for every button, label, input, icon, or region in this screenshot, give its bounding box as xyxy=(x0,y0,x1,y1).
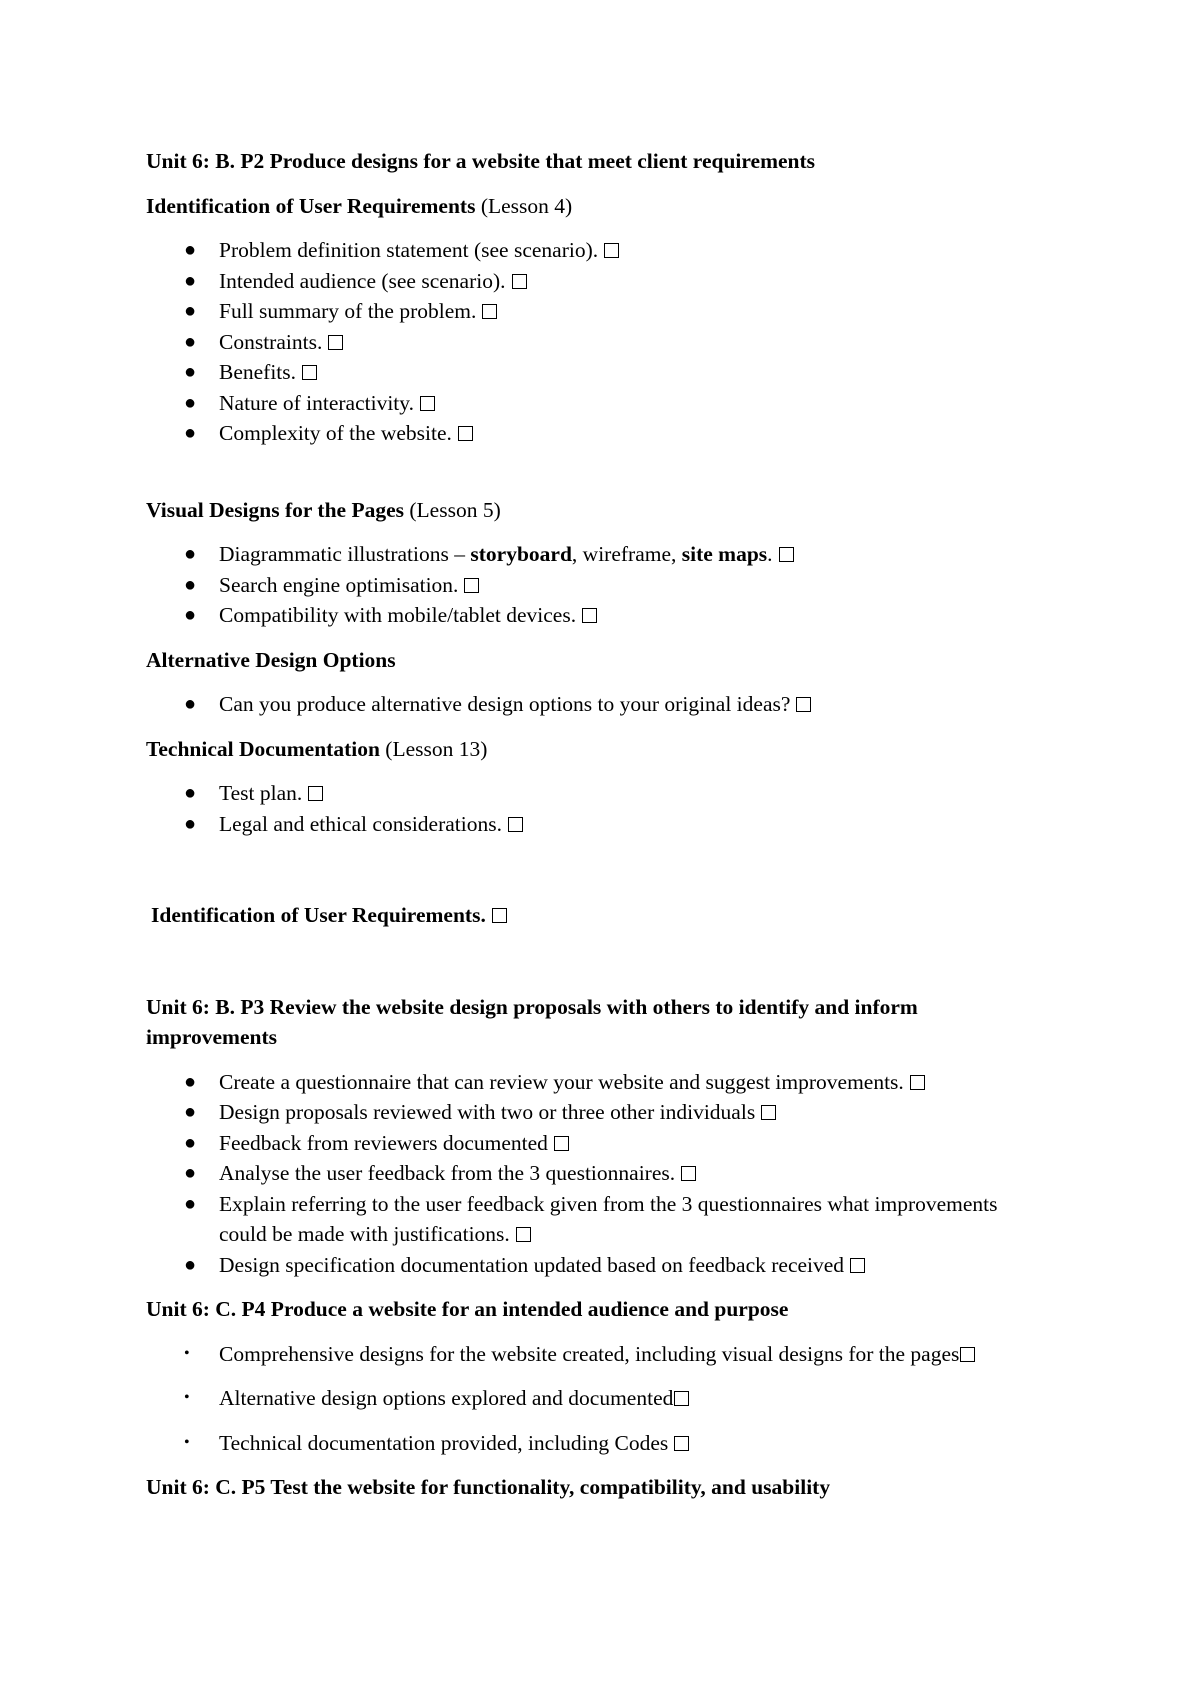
list-item-text: Legal and ethical considerations. xyxy=(219,811,502,836)
list-item-text-prefix: Diagrammatic illustrations – xyxy=(219,542,471,566)
list-item xyxy=(146,539,1046,570)
list-item-text: Feedback from reviewers documented xyxy=(219,1130,548,1155)
technical-documentation-lesson: (Lesson 13) xyxy=(385,736,488,761)
checkbox-icon[interactable] xyxy=(582,608,597,623)
list-item xyxy=(146,1128,1046,1159)
list-item xyxy=(146,1067,1046,1098)
checkbox-icon[interactable] xyxy=(420,396,435,411)
list-item xyxy=(146,1339,1046,1370)
list-item xyxy=(146,296,1046,327)
checkbox-icon[interactable] xyxy=(681,1166,696,1181)
list-item xyxy=(146,418,1046,449)
site-maps-text: site maps xyxy=(681,542,768,566)
bullet-icon: ● xyxy=(184,361,197,383)
spacer xyxy=(146,945,1046,992)
visual-designs-heading-text: Visual Designs for the Pages xyxy=(146,497,404,522)
list-item-text: Nature of interactivity. xyxy=(219,390,415,415)
checkbox-icon[interactable] xyxy=(516,1227,531,1242)
bullet-icon: ● xyxy=(184,330,197,353)
list-item xyxy=(146,235,1046,266)
checkbox-icon[interactable] xyxy=(308,786,323,801)
bullet-icon: ● xyxy=(184,1101,197,1123)
bullet-icon: • xyxy=(184,1389,190,1406)
list-item-text: Problem definition statement (see scenario). xyxy=(219,238,599,262)
checkbox-icon[interactable] xyxy=(554,1136,569,1151)
list-item-text: Explain referring to the user feedback given from the 3 questionnaires what improvements could be made with justifications. xyxy=(219,1191,998,1246)
checkbox-icon[interactable] xyxy=(482,304,497,319)
list-item-text: Analyse the user feedback from the 3 questionnaires. xyxy=(219,1161,676,1185)
bullet-icon: ● xyxy=(184,422,197,444)
visual-designs-heading xyxy=(146,495,1046,526)
checkbox-icon[interactable] xyxy=(302,365,317,380)
list-item xyxy=(146,1428,1046,1459)
user-requirements-lesson: (Lesson 4) xyxy=(480,193,573,218)
spacer xyxy=(146,853,1046,900)
bullet-icon: • xyxy=(184,1433,190,1451)
checkbox-icon[interactable] xyxy=(779,547,794,562)
list-item-text: Create a questionnaire that can review your website and suggest improvements. xyxy=(219,1069,904,1094)
list-item-text-mid: , wireframe, xyxy=(571,542,682,566)
list-item xyxy=(146,778,1046,809)
bullet-icon: ● xyxy=(184,1162,197,1184)
bullet-icon: ● xyxy=(184,1070,197,1093)
checkbox-icon[interactable] xyxy=(512,274,527,289)
technical-documentation-heading-text: Technical Documentation xyxy=(146,736,380,761)
list-item xyxy=(146,1097,1046,1128)
list-item-text: Design proposals reviewed with two or three other individuals xyxy=(219,1100,756,1124)
list-item xyxy=(146,1383,1046,1414)
spacer xyxy=(146,463,1046,495)
list-item-text: Intended audience (see scenario). xyxy=(219,268,506,293)
storyboard-text: storyboard xyxy=(470,542,572,566)
user-requirements-heading xyxy=(146,191,1046,222)
bullet-icon: ● xyxy=(184,1192,197,1215)
checkbox-icon[interactable] xyxy=(674,1391,689,1406)
list-item-text: Technical documentation provided, including Codes xyxy=(219,1430,669,1455)
visual-designs-lesson: (Lesson 5) xyxy=(409,497,501,522)
p3-list xyxy=(146,1067,1046,1281)
visual-designs-list xyxy=(146,539,1046,631)
bullet-icon: ● xyxy=(184,391,197,414)
list-item xyxy=(146,689,1046,720)
bullet-icon: ● xyxy=(184,300,197,322)
alternative-design-heading: Alternative Design Options xyxy=(146,647,396,672)
p5-title: Unit 6: C. P5 Test the website for functionality, compatibility, and usability xyxy=(146,1475,831,1499)
user-requirements-summary xyxy=(146,900,1046,931)
bullet-icon: ● xyxy=(184,812,197,835)
user-requirements-list xyxy=(146,235,1046,449)
list-item-text: Test plan. xyxy=(219,781,303,805)
checkbox-icon[interactable] xyxy=(910,1075,925,1090)
checkbox-icon[interactable] xyxy=(674,1436,689,1451)
p4-title: Unit 6: C. P4 Produce a website for an intended audience and purpose xyxy=(146,1297,789,1321)
checkbox-icon[interactable] xyxy=(458,426,473,441)
bullet-icon: ● xyxy=(184,239,197,261)
bullet-icon: ● xyxy=(184,543,197,565)
checkbox-icon[interactable] xyxy=(796,697,811,712)
checkbox-icon[interactable] xyxy=(492,908,507,923)
list-item-text: Constraints. xyxy=(219,329,323,354)
list-item xyxy=(146,327,1046,358)
list-item-text: Design specification documentation updated based on feedback received xyxy=(219,1252,845,1277)
p4-list xyxy=(146,1339,1046,1459)
list-item-text-suffix: . xyxy=(767,542,773,566)
list-item xyxy=(146,1189,1046,1250)
list-item xyxy=(146,388,1046,419)
user-requirements-summary-text: Identification of User Requirements. xyxy=(151,903,486,927)
list-item xyxy=(146,357,1046,388)
checkbox-icon[interactable] xyxy=(508,817,523,832)
bullet-icon: ● xyxy=(184,693,197,715)
bullet-icon: ● xyxy=(184,604,197,626)
checkbox-icon[interactable] xyxy=(850,1258,865,1273)
list-item-text: Search engine optimisation. xyxy=(219,572,459,597)
bullet-icon: ● xyxy=(184,573,197,596)
list-item-text: Can you produce alternative design options to your original ideas? xyxy=(219,692,791,716)
p2-title: Unit 6: B. P2 Produce designs for a website that meet client requirements xyxy=(146,149,816,173)
p3-title: Unit 6: B. P3 Review the website design proposals with others to identify and inform improvements xyxy=(146,994,918,1049)
list-item xyxy=(146,600,1046,631)
bullet-icon: ● xyxy=(184,1253,197,1276)
checkbox-icon[interactable] xyxy=(960,1347,975,1362)
alternative-design-list xyxy=(146,689,1046,720)
bullet-icon: ● xyxy=(184,1131,197,1154)
list-item-text: Benefits. xyxy=(219,360,297,384)
list-item-text: Comprehensive designs for the website created, including visual designs for the pages xyxy=(219,1341,960,1366)
list-item xyxy=(146,570,1046,601)
list-item xyxy=(146,1250,1046,1281)
list-item xyxy=(146,809,1046,840)
bullet-icon: ● xyxy=(184,782,197,804)
bullet-icon: ● xyxy=(184,269,197,292)
checkbox-icon[interactable] xyxy=(761,1105,776,1120)
technical-documentation-heading xyxy=(146,734,1046,765)
user-requirements-heading-text: Identification of User Requirements xyxy=(146,193,476,218)
technical-documentation-list xyxy=(146,778,1046,839)
checkbox-icon[interactable] xyxy=(328,335,343,350)
checkbox-icon[interactable] xyxy=(464,578,479,593)
list-item-text: Compatibility with mobile/tablet devices. xyxy=(219,603,577,627)
list-item-text: Complexity of the website. xyxy=(219,421,452,445)
list-item-text: Alternative design options explored and documented xyxy=(219,1386,674,1410)
checkbox-icon[interactable] xyxy=(604,243,619,258)
list-item xyxy=(146,266,1046,297)
bullet-icon: • xyxy=(184,1344,190,1362)
document-content xyxy=(146,146,1046,1517)
list-item-text: Full summary of the problem. xyxy=(219,299,477,323)
list-item xyxy=(146,1158,1046,1189)
